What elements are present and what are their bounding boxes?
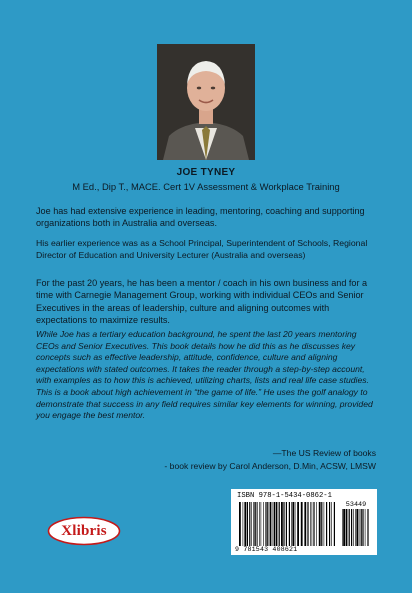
publisher-logo-text: Xlibris (61, 522, 107, 539)
barcode-bar (251, 502, 252, 546)
review-source: —The US Review of books (272, 448, 376, 458)
barcode-bar (255, 502, 256, 546)
barcode-bar (259, 502, 260, 546)
barcode-bar (297, 502, 299, 546)
isbn-label: ISBN 978-1-5434-0862-1 (237, 492, 332, 500)
barcode-bar (312, 502, 313, 546)
barcode-bar (355, 509, 356, 546)
barcode-bar (326, 502, 327, 546)
barcode-bar (273, 502, 274, 546)
isbn-barcode (231, 489, 377, 555)
barcode-bar (295, 502, 296, 546)
author-name: JOE TYNEY (176, 167, 236, 178)
bio-paragraph-2: His earlier experience was as a School Principal, Superintendent of Schools, Regional Director of Education and University Lecturer (Australia and overseas) (36, 238, 368, 261)
barcode-bar (367, 509, 368, 546)
barcode-bar (291, 502, 292, 546)
barcode-bar (249, 502, 250, 546)
barcode-bar (368, 509, 369, 546)
barcode-bar (321, 502, 322, 546)
barcode-addon-digits: 53449 (345, 501, 367, 509)
barcode-bar (270, 502, 272, 546)
barcode-bar (346, 509, 348, 546)
barcode-bar (304, 502, 306, 546)
reviewer-credit: - book review by Carol Anderson, D.Min, ACSW, LMSW (164, 461, 376, 471)
barcode-bar (283, 502, 284, 546)
barcode-digits: 9 781543 408621 (235, 546, 298, 553)
barcode-bar (292, 502, 294, 546)
barcode-bar (319, 502, 321, 546)
barcode-bar (244, 502, 246, 546)
barcode-bar (263, 502, 264, 546)
bio-paragraph-1: Joe has had extensive experience in leading, mentoring, coaching and supporting organizations both in Australia and overseas. (36, 206, 365, 229)
barcode-bar (359, 509, 360, 546)
barcode-bar (331, 502, 332, 546)
barcode-bar (274, 502, 275, 546)
barcode-bar (343, 509, 345, 546)
barcode-bar (276, 502, 278, 546)
barcode-bar (342, 509, 343, 546)
barcode-bar (247, 502, 248, 546)
barcode-bar (253, 502, 254, 546)
barcode-bar (239, 502, 241, 546)
barcode-bar (316, 502, 317, 546)
barcode-bar (289, 502, 290, 546)
barcode-bar (324, 502, 325, 546)
barcode-main-bars (239, 502, 335, 546)
barcode-bar (301, 502, 303, 546)
barcode-bar (356, 509, 358, 546)
barcode-bar (257, 502, 258, 546)
barcode-bar (307, 502, 308, 546)
barcode-bar (281, 502, 283, 546)
barcode-bar (329, 502, 330, 546)
barcode-bar (362, 509, 363, 546)
barcode-bar (286, 502, 287, 546)
barcode-bar (279, 502, 280, 546)
barcode-bar (349, 509, 350, 546)
barcode-addon-bars (342, 509, 370, 546)
barcode-bar (267, 502, 268, 546)
barcode-bar (334, 502, 335, 546)
publisher-logo (47, 516, 121, 546)
barcode-bar (353, 509, 354, 546)
author-portrait-image (157, 44, 255, 160)
bio-paragraph-3: For the past 20 years, he has been a mentor / coach in his own business and for a time with Carnegie Management Group, working with individual CEOs and Senior Executives in the areas of leadership, culture and aligning outcomes with expectations to maximize results. (36, 278, 368, 326)
barcode-bar (243, 502, 244, 546)
barcode-bar (310, 502, 311, 546)
barcode-bar (365, 509, 366, 546)
barcode-bar (261, 502, 262, 546)
barcode-bar (351, 509, 352, 546)
author-credentials: M Ed., Dip T., MACE. Cert 1V Assessment & Workplace Training (72, 181, 340, 192)
book-review-text: While Joe has a tertiary education background, he spent the last 20 years mentoring CEOs and Senior Executives. This book details how he did this as he discusses key concepts such as effective leadership, attitude, confidence, culture and aligning expectations with stated outcomes. It takes the reader through a step-by-step account, with examples as to how this is achieved, utilizing charts, lists and real life case studies. This is a book about high achievement in “the game of life.” He uses the golf analogy to demonstrate that success in any field requires similar key elements for winning, provided you engage the best mentor. (36, 329, 373, 421)
barcode-bar (313, 502, 314, 546)
author-photo (157, 44, 255, 160)
barcode-bar (361, 509, 362, 546)
barcode-bar (265, 502, 266, 546)
